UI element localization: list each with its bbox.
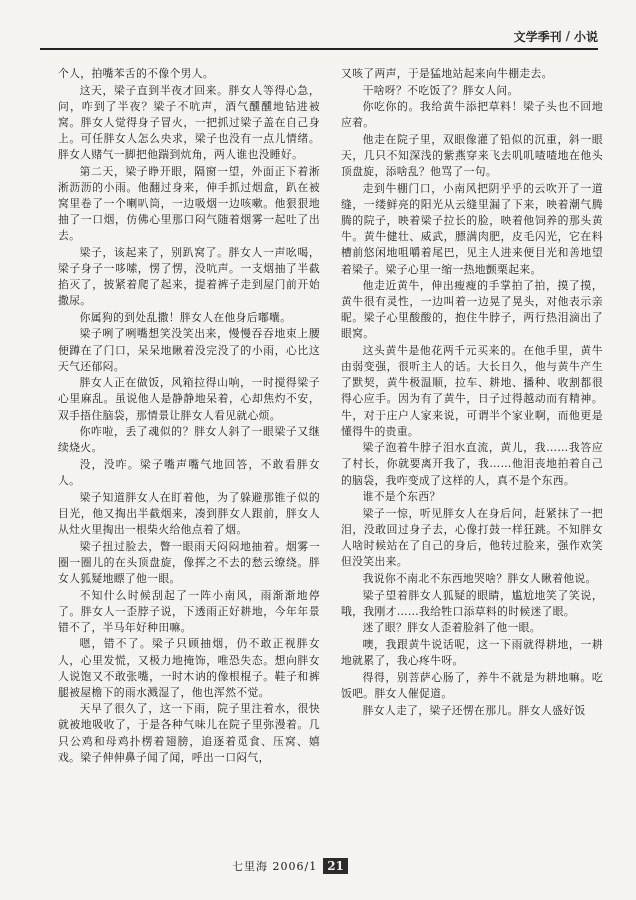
paragraph: 噢，我跟黄牛说话呢，这一下雨就得耕地，一耕地就累了，我心疼牛呀。 [341, 638, 603, 668]
header-separator: / [565, 29, 570, 43]
paragraph: 你属狗的到处乱撒！胖女人在他身后嘟囔。 [79, 310, 292, 324]
paragraph: 这头黄牛是他花两千元买来的。在他手里，黄牛由弱变强，很听主人的话。大长日久，他与黄牛产生了默契，黄牛极温顺，拉车、耕地、播种、收割都很得心应手。因为有了黄牛，日子过得越动而有精神。牛，对于庄户人家来说，可谓半个家业啊，而他更是懂得牛的贵重。 [341, 344, 603, 438]
paragraph: 得得，别菩萨心肠了，养牛不就是为耕地嘛。吃饭吧。胖女人催促道。 [341, 670, 603, 700]
category-title: 小说 [573, 29, 598, 44]
paragraph: 不知什么时候刮起了一阵小南风，雨渐渐地停了。胖女人一歪脖子说，下透雨正好耕地，今年年景错不了，半马年好种田嘛。 [58, 588, 320, 634]
paragraph: 胖女人正在做饭，风箱拉得山响，一时搅得梁子心里麻乱。虽说他人是静静地呆着，心却焦灼不安，双手捂住脑袋，那情景让胖女人看见就心烦。 [58, 376, 320, 422]
paragraph: 梁子，该起来了，别趴窝了。胖女人一声吆喝，梁子身子一哆嗦，愣了愣，没吭声。一支烟抽了半截掐灭了，披紧着爬了起来，提着裤子走到屋门前开始撒尿。 [58, 245, 320, 308]
paragraph: 梁子扭过脸去，瞥一眼雨天闷闷地抽着。烟雾一圈一圈儿的在头顶盘旋，像挥之不去的愁云缭绕。胖女人狐疑地瞟了他一眼。 [58, 539, 320, 585]
paragraph: 没，没咋。梁子嘴声嘴气地回答，不敢看胖女人。 [58, 458, 320, 488]
paragraph: 迷了眼？胖女人歪着脸斜了他一眼。 [362, 621, 541, 635]
paragraph: 梁子泡着牛脖子泪水直流，黄儿，我……我答应了村长，你就要离开我了，我……他泪丧地拍着自己的脑袋，我咋变成了这样的人，真不是个东西。 [341, 441, 603, 487]
page-footer [232, 856, 348, 876]
footer-issue: 七里海 2006/1 [232, 860, 318, 873]
left-text-column [58, 66, 320, 836]
paragraph: 梁子知道胖女人在盯着他，为了躲避那锥子似的目光，他又掏出半截烟来，凑到胖女人跟前，胖女人从灶火里掏出一根柴火给他点着了烟。 [58, 490, 320, 536]
paragraph: 你咋啦，丢了魂似的？胖女人斜了一眼梁子又继续烧火。 [58, 425, 320, 455]
paragraph: 梁子望着胖女人狐疑的眼睛，尴尬地笑了笑说，哦，我刚才……我给牲口添草料的时候迷了眼。 [341, 588, 603, 618]
paragraph: 胖女人走了，梁子还愣在那儿。胖女人盛好饭 [362, 703, 586, 717]
paragraph: 你吃你的。我给黄牛添把草料！梁子头也不回地应着。 [341, 100, 603, 130]
header-rule [40, 48, 598, 50]
running-header [432, 28, 598, 44]
page-number: 21 [323, 858, 348, 874]
paragraph: 这天，梁子直到半夜才回来。胖女人等得心急，问，咋到了半夜？梁子不吭声，酒气醺醺地钻进被窝。胖女人觉得身子冒火，一把抓过梁子盖在自己身上。可任胖女人怎么央求，梁子也没有一点儿情绪。胖女人赌气一脚把他踹到炕角，两人谁也没睡好。 [58, 83, 320, 162]
paragraph: 又咳了两声，于是猛地站起来向牛棚走去。 [341, 67, 553, 80]
paragraph: 走到牛棚门口，小南风把阴乎乎的云吹开了一道缝，一缕鲜亮的阳光从云缝里漏了下来，映着潮气腾腾的院子，映着梁子拉长的脸，映着他饲养的那头黄牛。黄牛健壮、威武，膘满肉肥，皮毛闪光，它在料槽前悠闲地咀嚼着尾巴，见主人进来便目光和善地望着梁子。梁子心里一缩一热地颤栗起来。 [341, 182, 603, 276]
paragraph: 梁子咧了咧嘴想笑没笑出来，慢慢吞吞地束上腰便蹲在了门口，呆呆地瞅着没完没了的小雨，心比这天气还郁闷。 [58, 327, 320, 373]
paragraph: 天早了很久了，这一下雨，院子里注着水，很快就被地吸收了，于是各种气味儿在院子里弥漫着。几只公鸡和母鸡扑楞着翅膀，追逐着觅食、压窝、嬉戏。梁子伸伸鼻子闻了闻，呼出一口闷气， [58, 702, 320, 764]
paragraph: 我说你不南北不东西地哭啥？胖女人瞅着他说。 [362, 571, 597, 585]
paragraph: 梁子一惊，听见胖女人在身后问，赶紧抹了一把泪，没敢回过身子去，心像打鼓一样狂跳。不知胖女人啥时候站在了自己的身后，他转过脸来，强作欢笑但没笑出来。 [341, 506, 603, 569]
paragraph: 干啥呀？不吃饭了？胖女人问。 [362, 83, 519, 97]
paragraph: 他走近黄牛，伸出瘦瘦的手掌拍了拍，摸了摸，黄牛很有灵性，一边叫着一边晃了晃头，对他表示亲昵。梁子心里酸酸的，抱住牛脖子，两行热泪滴出了眼窝。 [341, 279, 603, 341]
right-text-column [341, 66, 603, 836]
paragraph: 第二天，梁子睁开眼，隔窗一望，外面正下着淅淅沥沥的小雨。他翻过身来，伸手抓过烟盒，趴在被窝里卷了一个喇叭筒，一边吸烟一边咳嗽。他狠狠地抽了一口烟，仿佛心里那口闷气随着烟雾一起吐了出去。 [58, 164, 320, 243]
paragraph: 谁不是个东西？ [362, 490, 441, 504]
section-title: 文学季刊 [513, 29, 562, 44]
paragraph: 嗯，错不了。梁子只顾抽烟，仍不敢正视胖女人，心里发慌，又极力地掩饰，唯恐失态。想向胖女人说饱又不敢张嘴，一时木讷的像根棍子。鞋子和裤腿被屋檐下的雨水溅湿了，他也浑然不觉。 [58, 637, 320, 699]
paragraph: 个人，拍嘴苯舌的不像个男人。 [58, 67, 215, 80]
paragraph: 他走在院子里，双眼像灌了铅似的沉重，斜一眼天，几只不知深浅的紫燕穿来飞去叽叽喳喳地在他头顶盘旋，添啥乱？他骂了一句。 [341, 133, 603, 179]
